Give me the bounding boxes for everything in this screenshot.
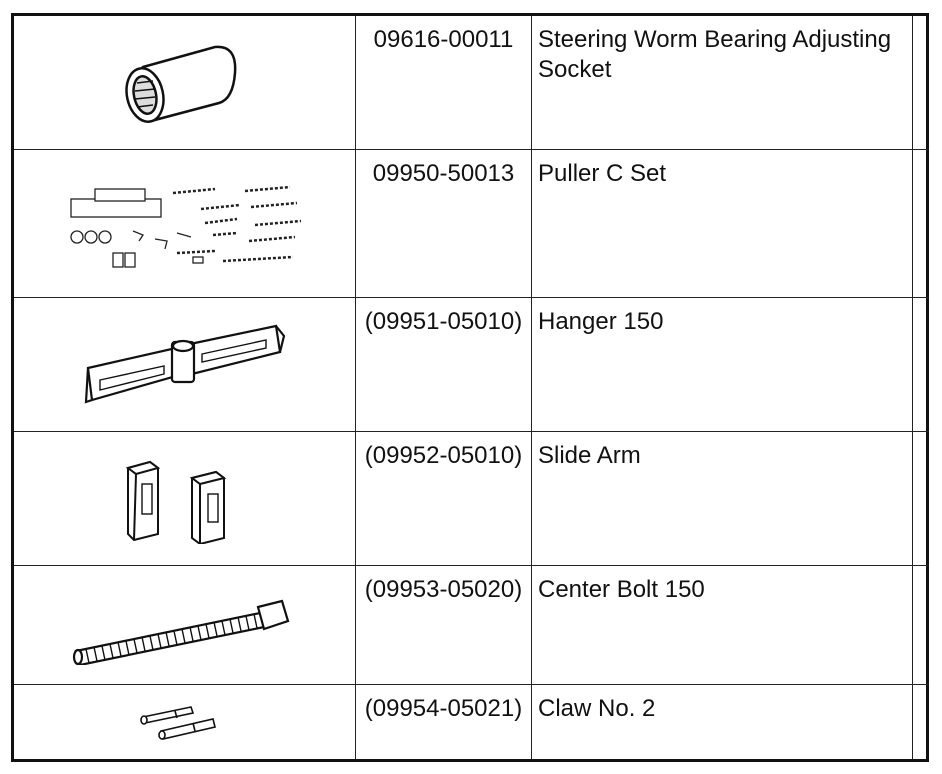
- slide-arm-illustration: [120, 454, 250, 544]
- part-number-cell: [356, 565, 532, 684]
- tool-name-cell: [532, 16, 913, 149]
- illustration-cell: [14, 565, 356, 684]
- part-number: 09616-00011: [373, 26, 514, 53]
- tool-name-cell: [532, 685, 913, 759]
- part-number-cell: [356, 16, 532, 149]
- illustration-cell: [14, 149, 356, 298]
- hanger-illustration: [80, 320, 290, 410]
- illustration-cell: [14, 298, 356, 432]
- tool-name: Slide Arm: [538, 442, 641, 470]
- blank-cell: [913, 432, 930, 566]
- illustration-cell: [14, 685, 356, 759]
- part-number: (09954-05021): [364, 695, 523, 723]
- blank-cell: [913, 565, 930, 684]
- tool-name-cell: [532, 432, 913, 566]
- table-row: [14, 298, 929, 432]
- part-number-cell: [356, 298, 532, 432]
- tool-name-cell: [532, 298, 913, 432]
- part-number-cell: [356, 432, 532, 566]
- illustration-cell: [14, 16, 356, 149]
- tool-name: Steering Worm Bearing Adjusting Socket: [538, 26, 892, 83]
- part-number: (09952-05010): [364, 442, 523, 470]
- tool-name: Center Bolt 150: [538, 575, 705, 603]
- socket-illustration: [115, 37, 255, 127]
- blank-cell: [913, 298, 930, 432]
- part-number-cell: [356, 149, 532, 298]
- tool-name-cell: [532, 149, 913, 298]
- table-row: [14, 149, 929, 298]
- table-row: [14, 565, 929, 684]
- table-row: [14, 685, 929, 759]
- part-number: 09950-50013: [372, 159, 515, 187]
- table-row: [14, 16, 929, 149]
- blank-cell: [913, 685, 930, 759]
- tool-name: Puller C Set: [538, 159, 667, 187]
- tool-table-frame: [11, 13, 929, 762]
- center-bolt-illustration: [70, 585, 300, 665]
- tool-name-cell: [532, 565, 913, 684]
- claw-illustration: [135, 697, 235, 747]
- blank-cell: [913, 16, 930, 149]
- part-number: (09953-05020): [364, 575, 523, 603]
- part-number-cell: [356, 685, 532, 759]
- part-number: (09951-05010): [364, 308, 523, 336]
- illustration-cell: [14, 432, 356, 566]
- puller-set-illustration: [65, 173, 305, 273]
- special-tools-table: [14, 16, 929, 759]
- blank-cell: [913, 149, 930, 298]
- table-row: [14, 432, 929, 566]
- tool-name: Claw No. 2: [538, 695, 656, 723]
- tool-name: Hanger 150: [538, 308, 664, 336]
